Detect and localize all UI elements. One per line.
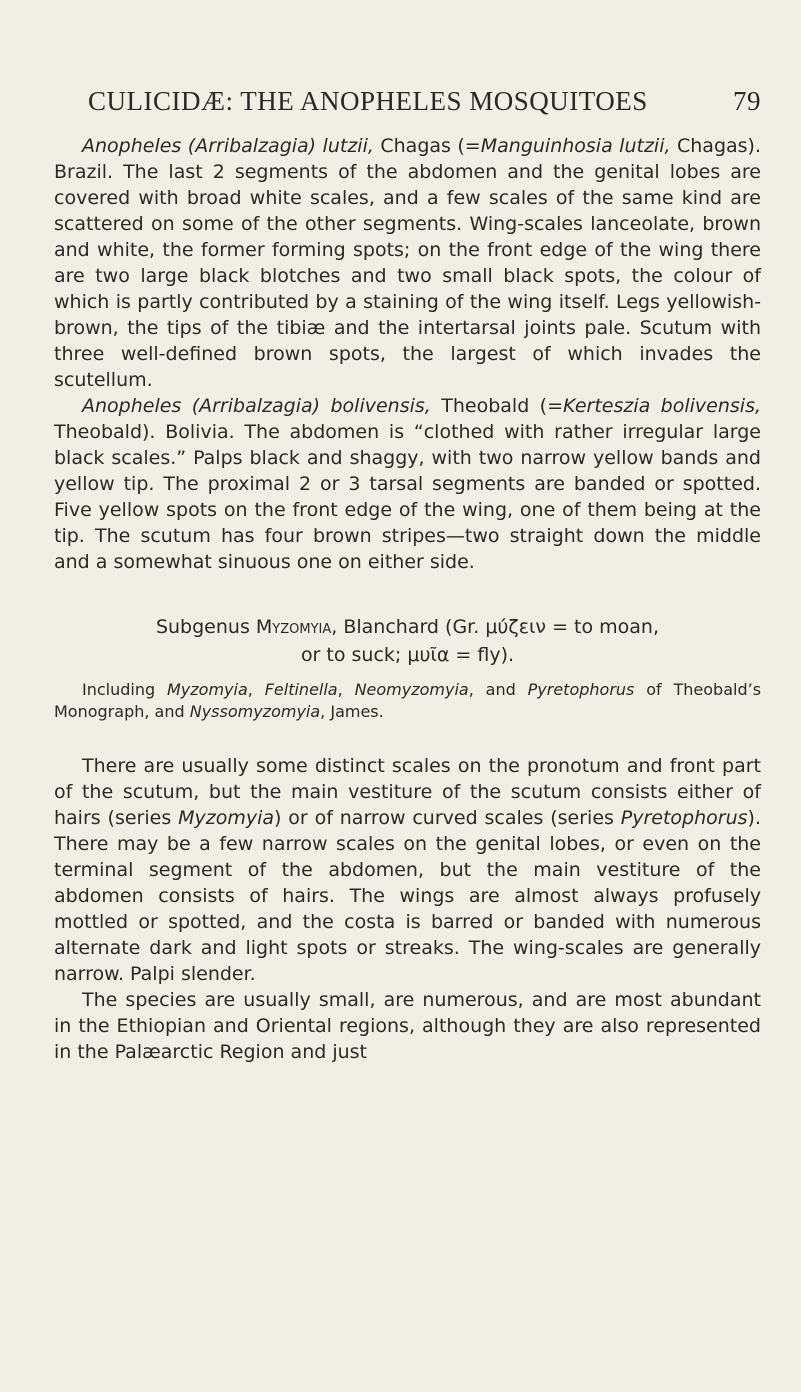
subgenus-synonymy-note: Including Myzomyia, Feltinella, Neomyzomyia, and Pyretophorus of Theobald’s Monograph, and Nyssomyzomyia, James. [54, 680, 762, 721]
running-header [88, 86, 761, 126]
species-author: Theobald (= [430, 395, 564, 417]
subgenus-heading-line-1: Subgenus Myzomyia, Blanchard (Gr. μύζειν = to moan, [155, 616, 660, 638]
species-description: Chagas). Brazil. The last 2 segments of the abdomen and the genital lobes are covered with broad white scales, and a few scales of the same kind are scattered on some of the other segments. Wing-scales lanceolate, brown and white, the former forming spots; on the front edge of the wing there are two large black blotches and two small black spots, the colour of which is partly contributed by a staining of the wing itself. Legs yellowish-brown, the tips of the tibiæ and the intertarsal joints pale. Scutum with three well-defined brown spots, the largest of which invades the scutellum. [54, 135, 762, 391]
main-text [54, 133, 761, 1065]
species-synonym: Kerteszia bolivensis, [563, 395, 762, 417]
species-synonym: Manguinhosia lutzii, [480, 135, 671, 157]
species-name: Anopheles (Arribalzagia) lutzii, [82, 135, 374, 157]
species-entry-lutzii [54, 133, 761, 393]
distribution-paragraph: The species are usually small, are numerous, and are most abundant in the Ethiopian and Oriental regions, although they are also represented in the Palæarctic Region and just [54, 989, 761, 1063]
species-description: Theobald). Bolivia. The abdomen is “clothed with rather irregular large black scales.” Palps black and shaggy, with two narrow yellow bands and yellow tip. The proximal 2 or 3 tarsal segments are banded or spotted. Five yellow spots on the front edge of the wing, one of them being at the tip. The scutum has four brown stripes—two straight down the middle and a somewhat sinuous one on either side. [54, 421, 761, 573]
subgenus-description: There are usually some distinct scales on the pronotum and front part of the scutum, but the main vestiture of the scutum consists either of hairs (series Myzomyia) or of narrow curved scales (series Pyretophorus). There may be a few narrow scales on the genital lobes, or even on the terminal segment of the abdomen, but the main vestiture of the abdomen consists of hairs. The wings are almost always profusely mottled or spotted, and the costa is barred or banded with numerous alternate dark and light spots or streaks. The wing-scales are generally narrow. Palpi slender. [54, 755, 761, 985]
species-entry-bolivensis [54, 393, 761, 575]
page-number: 79 [733, 86, 761, 116]
species-author: Chagas (= [373, 135, 481, 157]
running-title: CULICIDÆ: THE ANOPHELES MOSQUITOES [88, 86, 648, 116]
subgenus-name: Myzomyia [255, 616, 332, 638]
species-name: Anopheles (Arribalzagia) bolivensis, [82, 395, 431, 417]
subgenus-heading [54, 613, 761, 669]
subgenus-heading-line-2: or to suck; μυῖα = fly). [300, 644, 515, 666]
